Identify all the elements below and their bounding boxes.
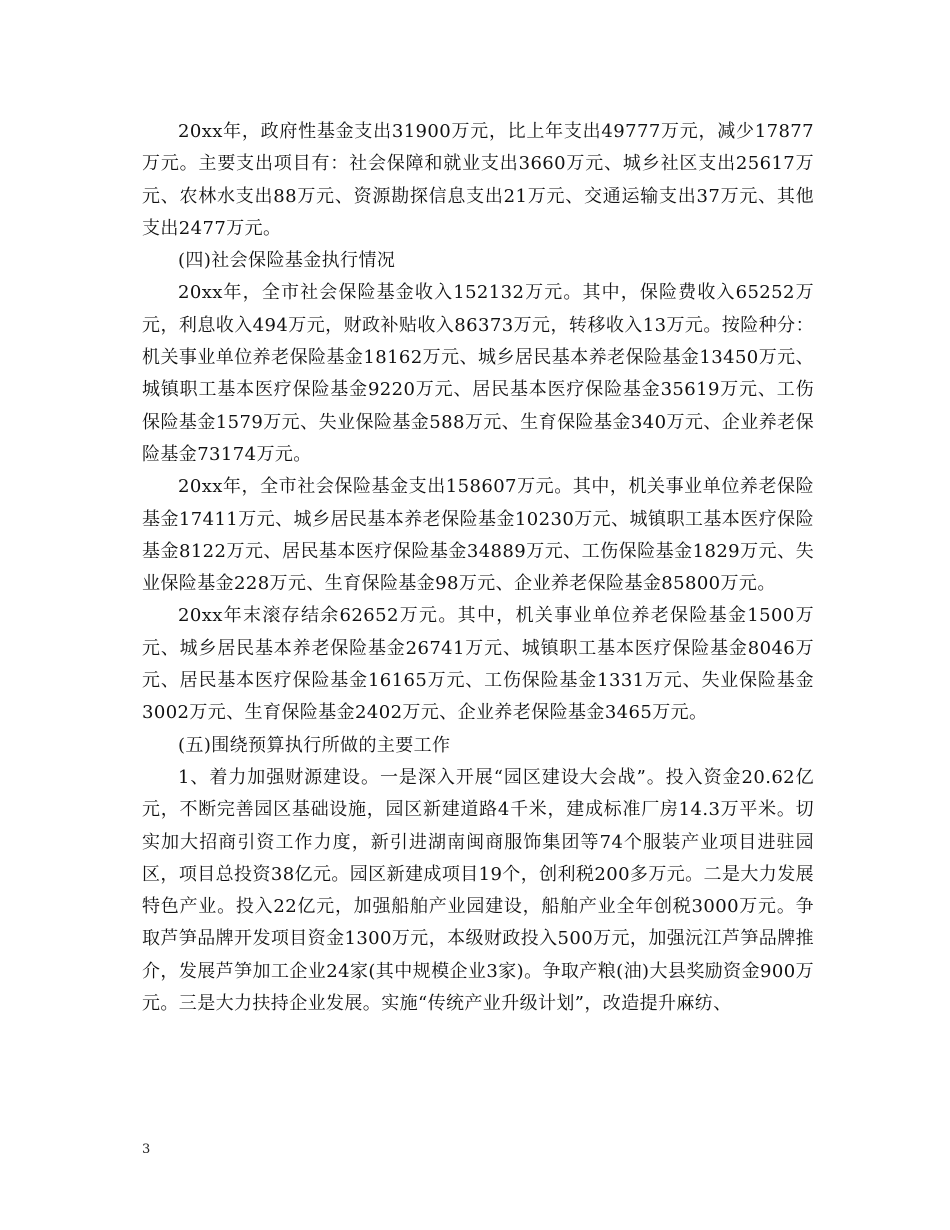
paragraph-revenue-building: 1、着力加强财源建设。一是深入开展“园区建设大会战”。投入资金20.62亿元，不断完善园区基础设施，园区新建道路4千米，建成标准厂房14.3万平米。切实加大招商引资工作力度，新引进湖南闽商服饰集团等74个服装产业项目进驻园区，项目总投资38亿元。园区新建成项目19个，创利税200多万元。二是大力发展特色产业。投入22亿元，加强船舶产业园建设，船舶产业全年创税3000万元。争取芦笋品牌开发项目资金1300万元，本级财政投入500万元，加强沅江芦笋品牌推介，发展芦笋加工企业24家(其中规模企业3家)。争取产粮(油)大县奖励资金900万元。三是大力扶持企业发展。实施“传统产业升级计划”，改造提升麻纺、 bbox=[142, 766, 814, 1015]
page-number: 3 bbox=[142, 1142, 151, 1157]
section-heading-social-insurance: (四)社会保险基金执行情况 bbox=[178, 250, 396, 272]
section-heading-main-work: (五)围绕预算执行所做的主要工作 bbox=[178, 734, 451, 756]
paragraph-insurance-expenditure: 20xx年，全市社会保险基金支出158607万元。其中，机关事业单位养老保险基金17411万元、城乡居民基本养老保险基金10230万元、城镇职工基本医疗保险基金8122万元、居民基本医疗保险基金34889万元、工伤保险基金1829万元、失业保险基金228万元、生育保险基金98万元、企业养老保险基金85800万元。 bbox=[142, 476, 814, 595]
paragraph-year-end-balance: 20xx年末滚存结余62652万元。其中，机关事业单位养老保险基金1500万元、城乡居民基本养老保险基金26741万元、城镇职工基本医疗保险基金8046万元、居民基本医疗保险基金16165万元、工伤保险基金1331万元、失业保险基金3002万元、生育保险基金2402万元、企业养老保险基金3465万元。 bbox=[142, 605, 814, 724]
document-body bbox=[142, 116, 814, 1020]
paragraph-fund-expenditure: 20xx年，政府性基金支出31900万元，比上年支出49777万元，减少17877万元。主要支出项目有：社会保障和就业支出3660万元、城乡社区支出25617万元、农林水支出88万元、资源勘探信息支出21万元、交通运输支出37万元、其他支出2477万元。 bbox=[142, 121, 814, 239]
paragraph-insurance-income: 20xx年，全市社会保险基金收入152132万元。其中，保险费收入65252万元，利息收入494万元，财政补贴收入86373万元，转移收入13万元。按险种分：机关事业单位养老保险基金18162万元、城乡居民基本养老保险基金13450万元、城镇职工基本医疗保险基金9220万元、居民基本医疗保险基金35619万元、工伤保险基金1579万元、失业保险基金588万元、生育保险基金340万元、企业养老保险基金73174万元。 bbox=[142, 282, 814, 465]
